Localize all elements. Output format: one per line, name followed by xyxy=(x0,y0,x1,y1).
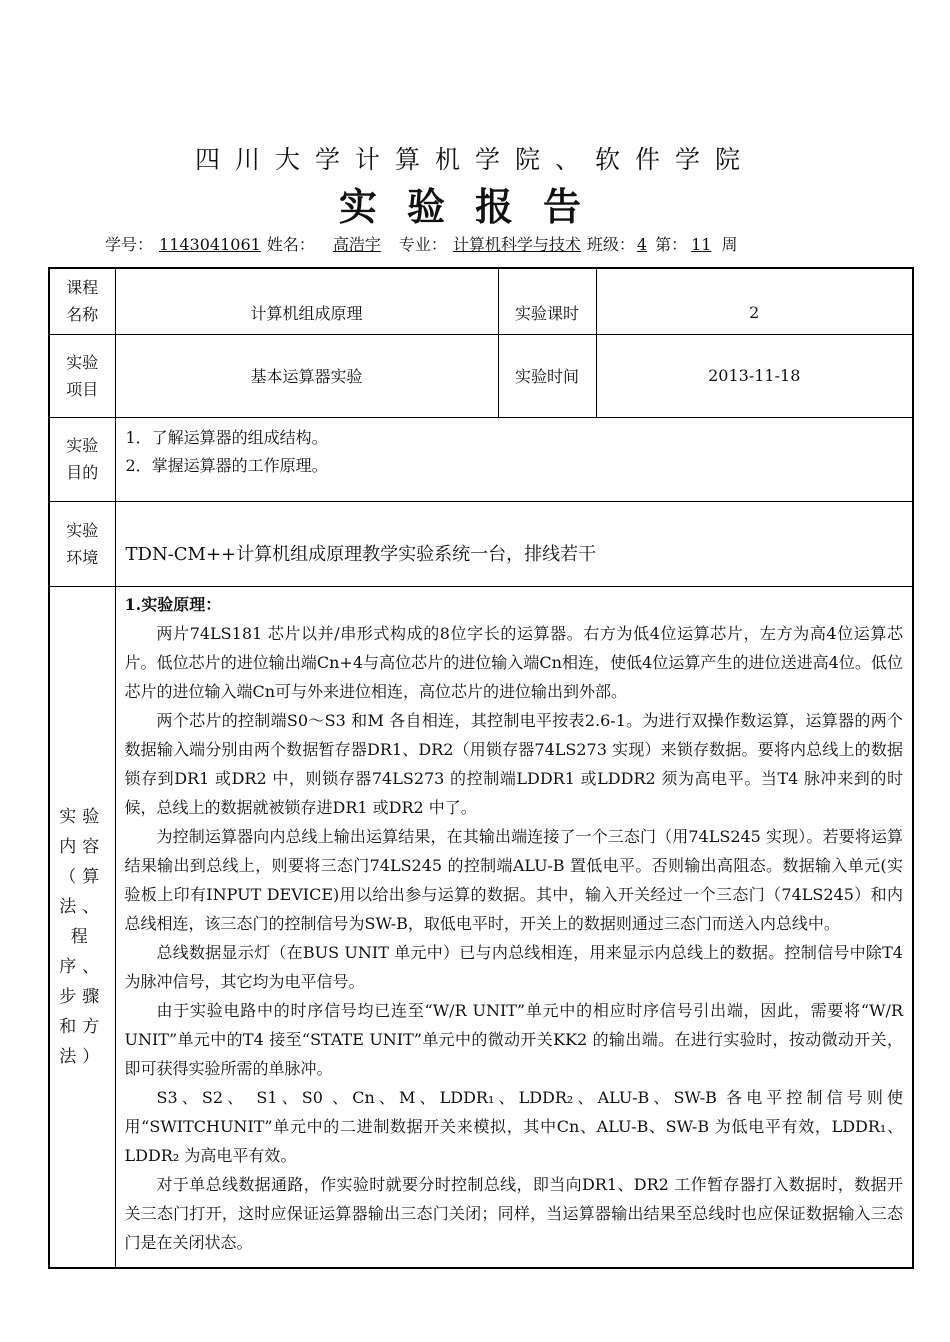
environment-label-line1: 实验 xyxy=(66,520,99,540)
course-value: 计算机组成原理 xyxy=(115,268,498,334)
class-label: 班级： xyxy=(586,235,635,254)
environment-value: TDN-CM++计算机组成原理教学实验系统一台，排线若干 xyxy=(115,501,913,586)
hours-value: 2 xyxy=(596,268,913,334)
goal-label-line2: 目的 xyxy=(66,463,99,482)
week-value: 11 xyxy=(691,235,712,254)
hours-label: 实验课时 xyxy=(498,268,596,334)
content-paragraph: 由于实验电路中的时序信号均已连至“W/R UNIT”单元中的相应时序信号引出端，因此，需要将“W/R UNIT”单元中的T4 接至“STATE UNIT”单元中的微动开关KK2 的输出端。在进行实验时，按动微动开关，即可获得实验所需的单脉冲。 xyxy=(124,1001,903,1079)
environment-label-line2: 环境 xyxy=(66,547,99,567)
environment-label xyxy=(49,501,115,586)
project-label-line1: 实验 xyxy=(66,352,99,372)
content-heading: 1.实验原理： xyxy=(124,595,222,615)
content-body xyxy=(115,586,913,1268)
report-table xyxy=(48,267,914,1269)
goal-row xyxy=(49,417,913,501)
project-value: 基本运算器实验 xyxy=(115,334,498,417)
content-label: 实验内容（算法、程序、步骤和方法） xyxy=(49,586,115,1268)
major-label: 专业： xyxy=(398,235,447,254)
course-label xyxy=(49,268,115,334)
content-paragraph: S3、S2、 S1、S0 、Cn、M、LDDR₁、LDDR₂、ALU-B、SW-B 各电平控制信号则使用“SWITCHUNIT”单元中的二进制数据开关来模拟，其中Cn、ALU-B、SW-B 为低电平有效，LDDR₁、LDDR₂ 为高电平有效。 xyxy=(124,1088,903,1166)
student-name-value: 高浩宇 xyxy=(332,235,381,254)
time-label: 实验时间 xyxy=(498,334,596,417)
time-value: 2013-11-18 xyxy=(596,334,913,417)
content-row xyxy=(49,586,913,1268)
student-name-label: 姓名： xyxy=(266,235,315,254)
goal-item-2: 2．掌握运算器的工作原理。 xyxy=(125,455,328,475)
student-id-value: 1143041061 xyxy=(159,235,261,254)
project-label-line2: 项目 xyxy=(66,379,99,399)
course-label-line1: 课程 xyxy=(66,278,99,298)
environment-row xyxy=(49,501,913,586)
course-row xyxy=(49,268,913,334)
major-value: 计算机科学与技术 xyxy=(452,235,581,254)
class-value: 4 xyxy=(636,235,648,254)
course-label-line2: 名称 xyxy=(66,305,99,325)
content-paragraph: 为控制运算器向内总线上输出运算结果，在其输出端连接了一个三态门（用74LS245 实现）。若要将运算结果输出到总线上，则要将三态门74LS245 的控制端ALU-B 置低电平。否则输出高阻态。数据输入单元(实验板上印有INPUT DEVICE)用以给出参与运算的数据。其中，输入开关经过一个三态门（74LS245）和内总线相连，该三态门的控制信号为SW-B，取低电平时，开关上的数据则通过三态门而送入内总线中。 xyxy=(124,827,903,934)
project-label xyxy=(49,334,115,417)
content-paragraph: 总线数据显示灯（在BUS UNIT 单元中）已与内总线相连，用来显示内总线上的数据。控制信号中除T4 为脉冲信号，其它均为电平信号。 xyxy=(124,943,903,992)
goal-content xyxy=(115,417,913,501)
content-paragraph: 对于单总线数据通路，作实验时就要分时控制总线，即当向DR1、DR2 工作暂存器打入数据时，数据开关三态门打开，这时应保证运算器输出三态门关闭；同样，当运算器输出结果至总线时也应保证数据输入三态门是在关闭状态。 xyxy=(124,1175,903,1253)
report-title: 实验报告 xyxy=(338,184,611,229)
goal-item-1: 1．了解运算器的组成结构。 xyxy=(125,427,328,447)
school-name: 四川大学计算机学院、软件学院 xyxy=(194,145,755,174)
project-row xyxy=(49,334,913,417)
goal-label xyxy=(49,417,115,501)
student-info-line xyxy=(105,232,737,255)
student-id-label: 学号： xyxy=(105,235,154,254)
goal-label-line1: 实验 xyxy=(66,436,99,455)
content-paragraph: 两个芯片的控制端S0～S3 和M 各自相连，其控制电平按表2.6-1。为进行双操作数运算，运算器的两个数据输入端分别由两个数据暂存器DR1、DR2（用锁存器74LS273 实现）来锁存数据。要将内总线上的数据锁存到DR1 或DR2 中，则锁存器74LS273 的控制端LDDR1 或LDDR2 须为高电平。当T4 脉冲来到的时候，总线上的数据就被锁存进DR1 或DR2 中了。 xyxy=(124,711,903,818)
week-label: 第： xyxy=(655,235,688,254)
week-unit: 周 xyxy=(721,235,738,254)
content-paragraph: 两片74LS181 芯片以并/串形式构成的8位字长的运算器。右方为低4位运算芯片，左方为高4位运算芯片。低位芯片的进位输出端Cn+4与高位芯片的进位输入端Cn相连，使低4位运算产生的进位送进高4位。低位芯片的进位输入端Cn可与外来进位相连，高位芯片的进位输出到外部。 xyxy=(124,624,903,702)
